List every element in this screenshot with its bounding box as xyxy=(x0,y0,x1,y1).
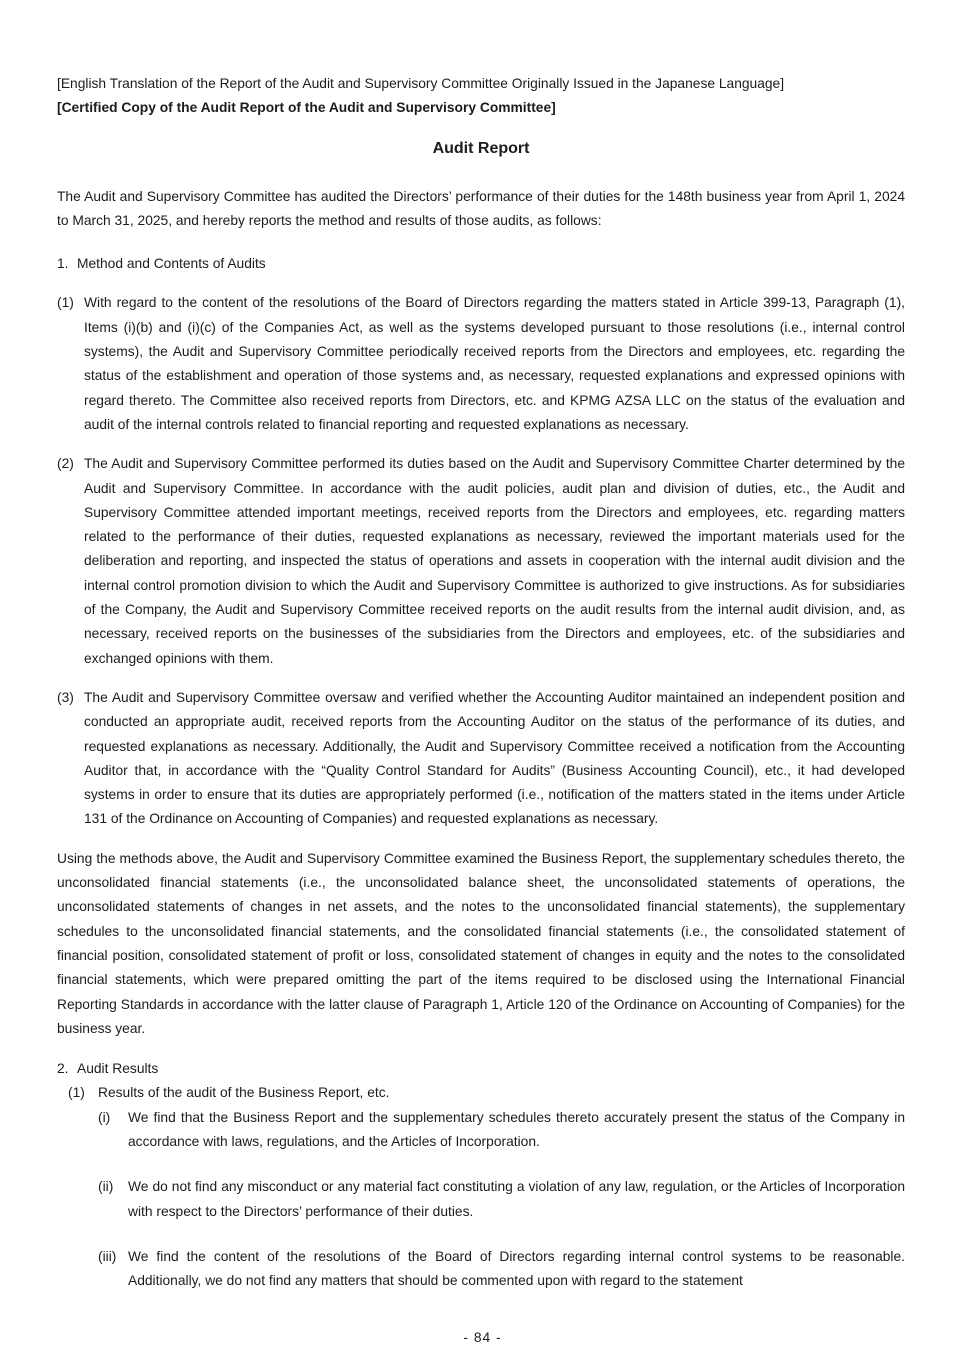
item-marker: (i) xyxy=(98,1109,111,1125)
section-2-heading xyxy=(57,1057,905,1081)
intro-paragraph: The Audit and Supervisory Committee has audited the Directors’ performance of their duties for the 148th business year from April 1, 2024 to March 31, 2025, and hereby reports the method and results of those audits, as follows: xyxy=(57,188,905,228)
item-marker: (iii) xyxy=(98,1248,117,1264)
page-number: - 84 - xyxy=(463,1329,502,1345)
section-number: 1. xyxy=(57,256,69,272)
subsection-text: Results of the audit of the Business Report, etc. xyxy=(98,1085,390,1101)
item-text: We find that the Business Report and the supplementary schedules thereto accurately present the status of the Company in accordance with laws, regulations, and the Articles of Incorporation. xyxy=(128,1109,905,1149)
report-title: Audit Report xyxy=(432,139,530,157)
section-heading-label: Audit Results xyxy=(77,1061,159,1077)
result-item-3 xyxy=(57,1245,905,1294)
subsection-marker: (1) xyxy=(68,1085,85,1101)
item-marker: (1) xyxy=(57,295,74,311)
method-item-3 xyxy=(57,686,905,832)
item-marker: (3) xyxy=(57,689,74,705)
translation-note: [English Translation of the Report of the Audit and Supervisory Committee Originally Issued in the Japanese Language] xyxy=(57,76,785,91)
method-item-1 xyxy=(57,291,905,437)
section-number: 2. xyxy=(57,1061,69,1077)
result-item-1 xyxy=(57,1106,905,1155)
method-item-2 xyxy=(57,452,905,671)
closing-paragraph: Using the methods above, the Audit and Supervisory Committee examined the Business Report, the supplementary schedules thereto, the unconsolidated financial statements (i.e., the unconsolidated balance sheet, the unconsolidated statements of operations, the unconsolidated statements of changes in net assets, and the notes to the unconsolidated financial statements), the supplementary schedules to the unconsolidated financial statements, and the consolidated financial statements (i.e., the consolidated statement of financial position, consolidated statement of profit or loss, consolidated statement of changes in equity and the notes to the consolidated financial statements, which were prepared omitting the part of the items required to be disclosed using the International Financial Reporting Standards in accordance with the latter clause of Paragraph 1, Article 120 of the Ordinance on Accounting of Companies) for the business year. xyxy=(57,850,905,1036)
item-text: The Audit and Supervisory Committee oversaw and verified whether the Accounting Auditor maintained an independent position and conducted an appropriate audit, received reports from the Accounting Auditor on the status of the performance of its duties, and requested explanations as necessary. Additionally, the Audit and Supervisory Committee received a notification from the Accounting Auditor that, in accordance with the “Quality Control Standard for Audits” (Business Accounting Council), etc., it had developed systems in order to ensure that its duties are appropriately performed (i.e., notification of the matters stated in the items under Article 131 of the Ordinance on Accounting of Companies) and requested explanations as necessary. xyxy=(84,689,905,827)
document-header xyxy=(57,72,905,121)
item-marker: (ii) xyxy=(98,1179,114,1195)
item-text: We find the content of the resolutions of the Board of Directors regarding internal control systems to be reasonable. Additionally, we do not find any matters that should be commented upon with regard to the statement xyxy=(128,1248,905,1289)
section-heading-label: Method and Contents of Audits xyxy=(77,256,266,272)
item-text: The Audit and Supervisory Committee performed its duties based on the Audit and Supervisory Committee Charter determined by the Audit and Supervisory Committee. In accordance with the audit policies, audit plan and division of duties, etc., the Audit and Supervisory Committee attended important meetings, received reports from the Directors and employees, etc. regarding matters related to the performance of their duties, requested explanations as necessary, reviewed the important materials used for the deliberation and reporting, and inspected the status of operations and assets in cooperation with the internal audit division and the internal control promotion division to which the Audit and Supervisory Committee is authorized to give instructions. As for subsidiaries of the Company, the Audit and Supervisory Committee received reports on the audit results from the internal audit division, and, as necessary, received reports on the businesses of the subsidiaries from the Directors and employees, etc. of the subsidiaries and exchanged opinions with them. xyxy=(84,456,905,666)
results-subsection-heading xyxy=(57,1081,905,1105)
result-item-2 xyxy=(57,1175,905,1224)
item-text: We do not find any misconduct or any material fact constituting a violation of any law, regulation, or the Articles of Incorporation with respect to the Directors’ performance of their duties. xyxy=(128,1179,905,1219)
item-text: With regard to the content of the resolutions of the Board of Directors regarding the matters stated in Article 399-13, Paragraph (1), Items (i)(b) and (i)(c) of the Companies Act, as well as the systems developed pursuant to those resolutions (i.e., internal control systems), the Audit and Supervisory Committee periodically received reports from the Directors and employees, etc. regarding the status of the establishment and operation of those systems and, as necessary, requested explanations and expressed opinions with regard thereto. The Committee also received reports from Directors, etc. and KPMG AZSA LLC on the status of the evaluation and audit of the internal controls related to financial reporting and requested explanations as necessary. xyxy=(84,295,905,432)
item-marker: (2) xyxy=(57,456,74,472)
certified-copy-note: [Certified Copy of the Audit Report of the Audit and Supervisory Committee] xyxy=(57,100,556,116)
section-1-heading xyxy=(57,252,905,276)
